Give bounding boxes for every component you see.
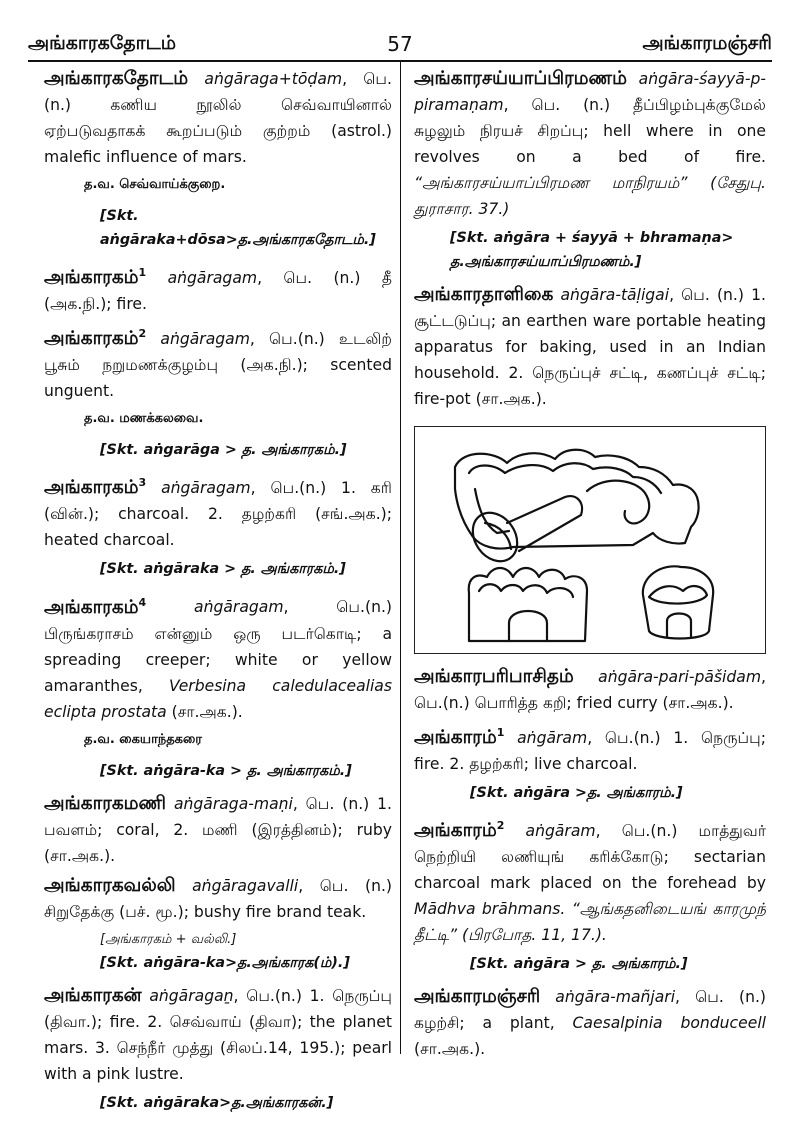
transliteration: aṅgāraga+tōḍam [204, 70, 343, 88]
tamil-equivalent: த.வ. மணக்கலவை. [84, 411, 204, 427]
etymology: [Skt. aṅgāraka>த.அங்காரகன்.] [100, 1094, 334, 1111]
definition: , பெ. (n.) தீ (அக.நி.); fire. [44, 269, 392, 314]
headword: அங்காரகம்$^2$ [44, 327, 147, 350]
dictionary-entry [414, 720, 766, 777]
headword: அங்காரகம்$^1$ [44, 266, 147, 289]
etymology: [Skt. aṅgāra >த. அங்காரம்.] [470, 785, 683, 802]
headword: அங்காரகவல்லி [44, 874, 176, 896]
stove-scroll [587, 481, 649, 524]
definition: , பெ. (n.) சிறுதேக்கு (பச். மூ.); bushy fire brand teak. [44, 876, 392, 921]
pot-stove-vent [667, 614, 691, 638]
definition: , பெ.(n.) 1. நெருப்பு; fire. 2. தழற்கரி; live charcoal. [414, 729, 766, 774]
stove-arch-door [509, 611, 547, 641]
dictionary-entry [414, 282, 766, 412]
transliteration: aṅgāragavalli [192, 876, 299, 895]
botanical-name: Verbesina caledulacealias eclipta prostata [44, 676, 392, 721]
left-guide-word: அங்காரகதோடம் [28, 32, 177, 54]
transliteration: aṅgāra-pari-pāšidam [598, 668, 762, 686]
dictionary-entry [44, 321, 392, 404]
headword: அங்காரகன் [44, 984, 142, 1006]
left-column [44, 66, 392, 1123]
source-ref: (சா.அக.). [166, 702, 243, 721]
transliteration: aṅgāram [525, 822, 596, 841]
etymology: [Skt. aṅgarāga > த. அங்காரகம்.] [100, 442, 347, 459]
headword: அங்காரகம்$^4$ [44, 595, 147, 618]
definition: , பெ.(n.) பொரித்த கறி; fried curry (சா.அக.). [414, 668, 766, 712]
tamil-equivalent: த.வ. செவ்வாய்க்குறை. [84, 177, 226, 192]
headword: அங்காரமஞ்சரி [414, 986, 541, 1008]
citation-quote: “அங்காரசய்யாப்பிரமண மாநிரயம்” (சேதுபு. துராசார. 37.) [414, 174, 766, 218]
stove-mouth [464, 504, 527, 570]
definition: , பெ. (n.) தீப்பிழம்புக்குமேல் சுழலும் நிரயச் சிறப்பு; hell where in one revolves on a bed of fire. [414, 96, 766, 166]
source-ref: (சா.அக.). [414, 1040, 486, 1059]
transliteration: aṅgāra-tāḷigai [560, 286, 670, 304]
dictionary-entry [44, 589, 392, 724]
headword: அங்காரம்$^2$ [414, 819, 505, 842]
transliteration: aṅgāra-śayyā-p-piramaṇam [414, 70, 766, 114]
running-header [28, 30, 772, 60]
compound-note: [அங்காரகம் + வல்லி.] [100, 931, 237, 947]
definition: , பெ. (n.) 1. பவளம்; coral, 2. மணி (இரத்தினம்); ruby (சா.அக.). [44, 794, 392, 865]
pot-stove-rim [649, 586, 707, 604]
headword: அங்காரசய்யாப்பிரமணம் [414, 68, 627, 89]
etymology: [Skt. aṅgāra-ka>த.அங்காரக(ம்).] [100, 954, 350, 971]
dictionary-entry [44, 66, 392, 170]
dictionary-entry [414, 66, 766, 222]
transliteration: aṅgāragam [161, 479, 251, 498]
tamil-equivalent: த.வ. கையாந்தகரை [84, 731, 203, 747]
transliteration: aṅgāra-mañjari [555, 988, 676, 1007]
stove-inner-rim [475, 489, 509, 533]
dictionary-entry [414, 984, 766, 1062]
dictionary-entry [44, 983, 392, 1087]
definition: , பெ.(n.) கணிய நூலில் செவ்வாயினால் ஏற்படுவதாகக் கூறப்படும் குற்றம் (astrol.) malefic influence of mars. [44, 70, 392, 166]
earthen-stove-illustration [414, 426, 766, 654]
etymology: [Skt. aṅgāraka > த. அங்காரகம்.] [100, 561, 346, 578]
right-column [414, 66, 766, 1066]
headword: அங்காரம்$^1$ [414, 726, 505, 749]
headword: அங்காரபரிபாசிதம் [414, 666, 574, 687]
definition: , பெ. (n.) கழற்சி; a plant, [414, 988, 766, 1033]
stove-inner-rim [469, 463, 661, 493]
right-guide-word: அங்காரமஞ்சரி [642, 32, 772, 54]
definition: , பெ. (n.) 1. சூட்டடுப்பு; an earthen ware portable heating apparatus for baking, used in an Indian household. 2. நெருப்புச் சட்டி, கணப்புச் சட்டி; fire-pot (சா.அக.). [414, 286, 766, 408]
headword: அங்காரதாளிகை [414, 284, 554, 305]
headword: அங்காரகம்$^3$ [44, 476, 147, 499]
transliteration: aṅgāraga-maṇi [173, 794, 293, 813]
dictionary-entry [44, 873, 392, 925]
etymology: [Skt. aṅgāra-ka > த. அங்காரகம்.] [100, 762, 352, 779]
dictionary-entry [44, 791, 392, 869]
headword: அங்காரகதோடம் [44, 68, 189, 89]
etymology: [Skt. aṅgāra > த. அங்காரம்.] [470, 956, 688, 973]
transliteration: aṅgāragam [167, 269, 258, 288]
pot-stove [643, 566, 713, 638]
crenellated-stove [469, 568, 587, 641]
headword: அங்காரகமணி [44, 792, 167, 814]
page-number: 57 [387, 32, 413, 56]
transliteration: aṅgāragam [160, 330, 250, 349]
transliteration: aṅgāragam [194, 598, 284, 617]
definition: , பெ.(n.) 1. நெருப்பு (திவா.); fire. 2. செவ்வாய் (திவா); the planet mars. 3. செந்நீர் முத்து (சிலப்.14, 195.); pearl with a pink lustre. [44, 986, 392, 1083]
dictionary-entry [414, 664, 766, 716]
column-divider [400, 62, 401, 1054]
dictionary-entry [44, 470, 392, 553]
crenellated-stove-rim [479, 584, 573, 597]
dictionary-entry [44, 260, 392, 317]
etymology: [Skt. aṅgāra + śayyā + bhramaṇa> த.அங்காரசய்யாப்பிரமணம்.] [450, 230, 734, 270]
transliteration: aṅgāragaṉ [149, 986, 234, 1005]
etymology: [Skt. aṅgāraka+dōsa>த.அங்காரகதோடம்.] [100, 208, 376, 248]
definition: , பெ.(n.) உடலிற் பூசும் நறுமணக்குழம்பு (அக.நி.); scented unguent. [44, 330, 392, 401]
transliteration: aṅgāram [517, 729, 588, 748]
botanical-name: Caesalpinia bonduceell [572, 1014, 766, 1033]
definition: , பெ.(n.) பிருங்கராசம் என்னும் ஒரு படர்கொடி; a spreading creeper; white or yellow amaranthes, [44, 598, 392, 695]
dictionary-entry [414, 813, 766, 948]
definition: , பெ.(n.) மாத்துவர் நெற்றியி லணியுங் கரிக்கோடு; sectarian charcoal mark placed on the forehead by [414, 822, 766, 893]
citation-quote: “ஆங்கதனிடையங் காரமுந் தீட்டி” (பிரபோத. 11, 17.). [414, 900, 766, 945]
definition: , பெ.(n.) 1. கரி (வின்.); charcoal. 2. தழற்கரி (சங்.அக.); heated charcoal. [44, 479, 392, 550]
italic-term: Mādhva brāhmans. [414, 900, 566, 919]
